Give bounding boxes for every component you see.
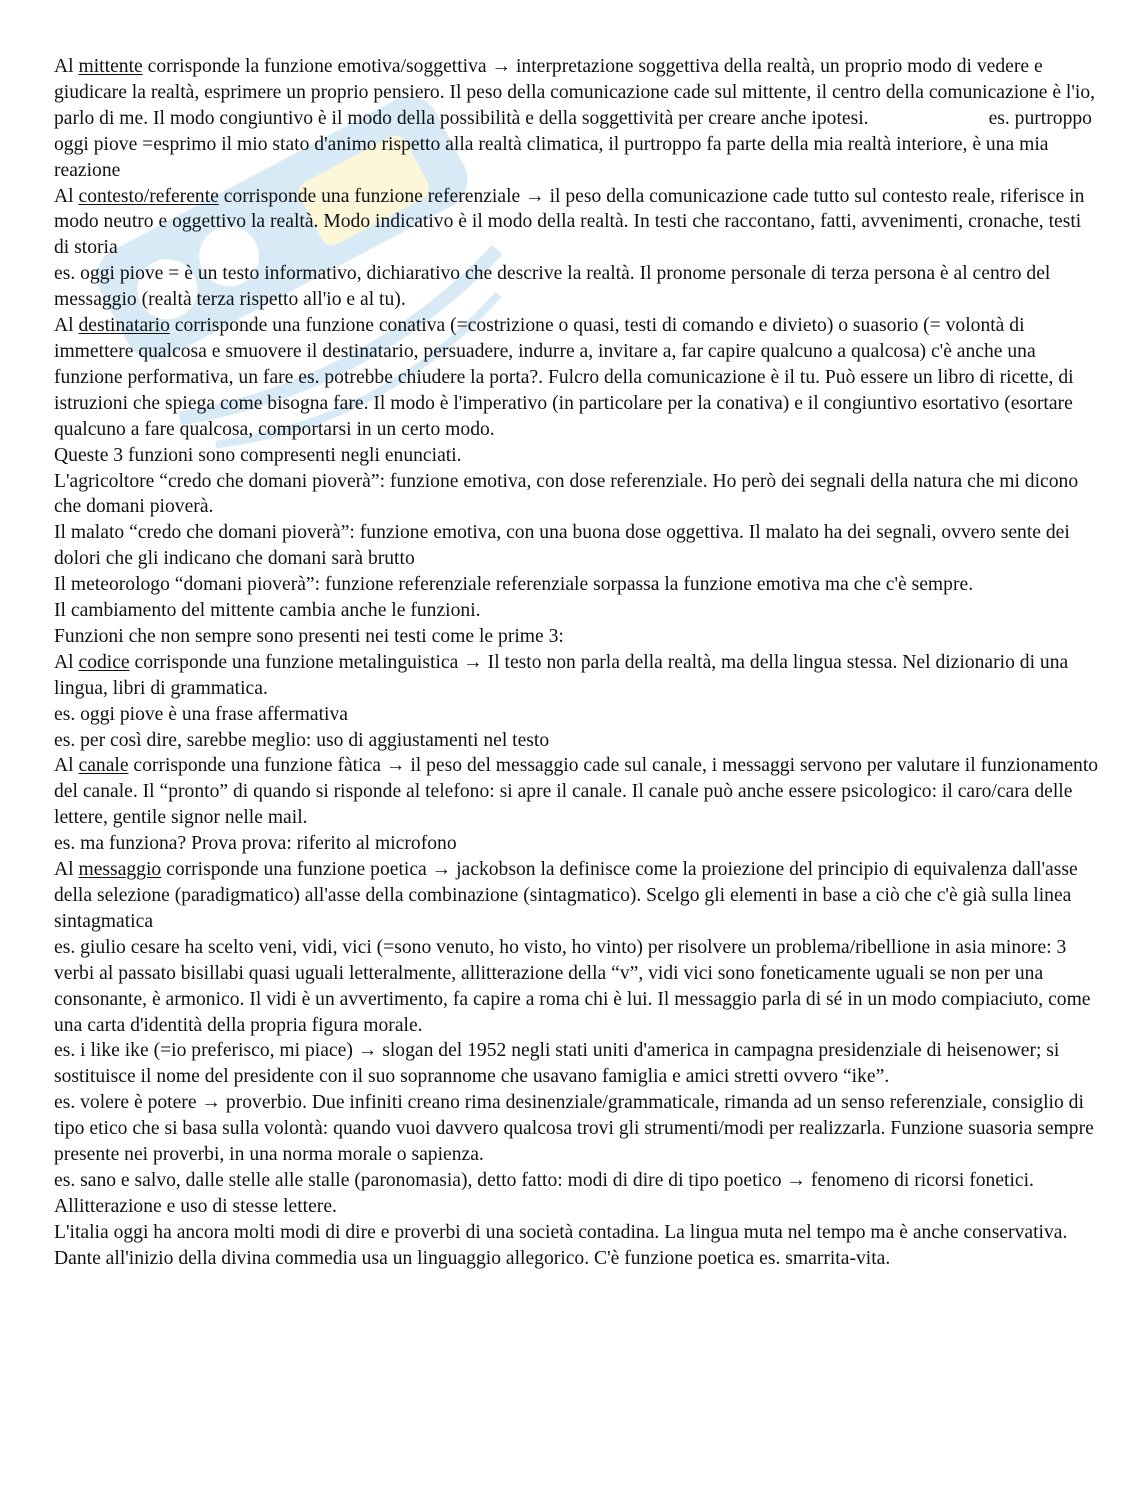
paragraph-body: corrisponde una funzione metalinguistica → Il testo non parla della realtà, ma della lingua stessa. Nel dizionario di una lingua, libri di grammatica. (54, 651, 1069, 699)
paragraph: es. ma funziona? Prova prova: riferito al microfono (54, 833, 457, 855)
paragraph: es. volere è potere → proverbio. Due infiniti creano rima desinenziale/grammaticale, rimanda ad un senso referenziale, consiglio di tipo etico che si basa sulla volontà: quando vuoi davvero qualcosa trovi gli strumenti/modi per realizzarla. Funzione suasoria sempre presente nei proverbi, in una norma morale o sapienza. (54, 1092, 1094, 1166)
paragraph-lead: Al (54, 651, 79, 673)
paragraph: es. per così dire, sarebbe meglio: uso di aggiustamenti nel testo (54, 729, 550, 751)
paragraph-codice (54, 650, 1099, 702)
paragraph-example: es. purtroppo oggi piove =esprimo il mio stato d'animo rispetto alla realtà climatica, il purtroppo fa parte della mia realtà interiore, è una mia reazione (54, 107, 1092, 181)
paragraph: L'agricoltore “credo che domani pioverà”: funzione emotiva, con dose referenziale. Ho però dei segnali della natura che mi dicono che domani pioverà. (54, 470, 1079, 518)
paragraph-lead: Al (54, 56, 79, 77)
paragraph: es. i like ike (=io preferisco, mi piace) → slogan del 1952 negli stati uniti d'america in campagna presidenziale di heisenower; si sostituisce il nome del presidente con il suo soprannome che usavano famiglia e amici stretti ovvero “ike”. (54, 1040, 1060, 1088)
paragraph-mittente (54, 54, 1099, 184)
paragraph-lead: Al (54, 315, 79, 337)
term-mittente: mittente (78, 56, 143, 77)
paragraph-messaggio (54, 857, 1099, 935)
paragraph-lead: Al (54, 859, 79, 881)
paragraph-body: corrisponde la funzione emotiva/soggettiva → interpretazione soggettiva della realtà, un proprio modo di vedere e giudicare la realtà, esprimere un proprio pensiero. Il peso della comunicazione cade sul mittente, il centro della comunicazione è l'io, parlo di me. Il modo congiuntivo è il modo della possibilità e della soggettività per creare anche ipotesi. (54, 56, 1096, 129)
term-messaggio: messaggio (78, 859, 162, 881)
paragraph: es. oggi piove = è un testo informativo, dichiarativo che descrive la realtà. Il pronome personale di terza persona è al centro del messaggio (realtà terza rispetto all'io e al tu). (54, 263, 1051, 311)
document-text (54, 54, 1099, 1272)
paragraph-body: corrisponde una funzione poetica → jackobson la definisce come la proiezione del principio di equivalenza dall'asse della selezione (paradigmatico) all'asse della combinazione (sintagmatico). Scelgo gli elementi in base a ciò che c'è già sulla linea sintagmatica (54, 859, 1078, 932)
paragraph: es. oggi piove è una frase affermativa (54, 703, 348, 725)
paragraph-body: corrisponde una funzione fàtica → il peso del messaggio cade sul canale, i messaggi servono per valutare il funzionamento del canale. Il “pronto” di quando si risponde al telefono: si apre il canale. Il canale può anche essere psicologico: il caro/cara delle lettere, gentile signor nelle mail. (54, 755, 1099, 829)
paragraph: L'italia oggi ha ancora molti modi di dire e proverbi di una società contadina. La lingua muta nel tempo ma è anche conservativa. (54, 1221, 1068, 1243)
paragraph: es. sano e salvo, dalle stelle alle stalle (paronomasia), detto fatto: modi di dire di tipo poetico → fenomeno di ricorsi fonetici. Allitterazione e uso di stesse lettere. (54, 1169, 1034, 1217)
paragraph-body: corrisponde una funzione conativa (=costrizione o quasi, testi di comando e divieto) o suasorio (= volontà di immettere qualcosa e smuovere il destinatario, persuadere, indurre a, invitare a, far capire qualcuno a qualcosa) c'è anche una funzione performativa, un fare es. potrebbe chiudere la porta?. Fulcro della comunicazione è il tu. Può essere un libro di ricette, di istruzioni che spiega come bisogna fare. Il modo è l'imperativo (in particolare per la conativa) e il congiuntivo esortativo (esortare qualcuno a fare qualcosa, comportarsi in un certo modo. (54, 315, 1074, 440)
paragraph-canale (54, 753, 1099, 831)
paragraph: Il meteorologo “domani pioverà”: funzione referenziale referenziale sorpassa la funzione emotiva ma che c'è sempre. (54, 574, 974, 596)
paragraph-contesto (54, 184, 1099, 262)
paragraph-body: corrisponde una funzione referenziale → il peso della comunicazione cade tutto sul contesto reale, riferisce in modo neutro e oggettivo la realtà. Modo indicativo è il modo della realtà. In testi che raccontano, fatti, avvenimenti, cronache, testi di storia (54, 185, 1085, 259)
term-contesto-referente: contesto/referente (78, 185, 219, 207)
paragraph-destinatario (54, 313, 1099, 443)
term-codice: codice (78, 651, 130, 673)
paragraph: Queste 3 funzioni sono compresenti negli enunciati. (54, 444, 462, 466)
paragraph-lead: Al (54, 755, 79, 777)
term-canale: canale (78, 755, 129, 777)
paragraph: Dante all'inizio della divina commedia usa un linguaggio allegorico. C'è funzione poetica es. smarrita-vita. (54, 1247, 891, 1269)
paragraph: Il malato “credo che domani pioverà”: funzione emotiva, con una buona dose oggettiva. Il malato ha dei segnali, ovvero sente dei dolori che gli indicano che domani sarà brutto (54, 522, 1070, 570)
paragraph: Funzioni che non sempre sono presenti nei testi come le prime 3: (54, 625, 564, 647)
paragraph: es. giulio cesare ha scelto veni, vidi, vici (=sono venuto, ho visto, ho vinto) per risolvere un problema/ribellione in asia minore: 3 verbi al passato bisillabi quasi uguali letteralmente, allitterazione della “v”, vidi vici sono foneticamente uguali se non per una consonante, è armonico. Il vidi è un avvertimento, fa capire a roma chi è lui. Il messaggio parla di sé in un modo compiaciuto, come una carta d'identità della propria figura morale. (54, 936, 1091, 1036)
paragraph-lead: Al (54, 185, 79, 207)
term-destinatario: destinatario (78, 315, 170, 337)
paragraph: Il cambiamento del mittente cambia anche le funzioni. (54, 600, 481, 622)
